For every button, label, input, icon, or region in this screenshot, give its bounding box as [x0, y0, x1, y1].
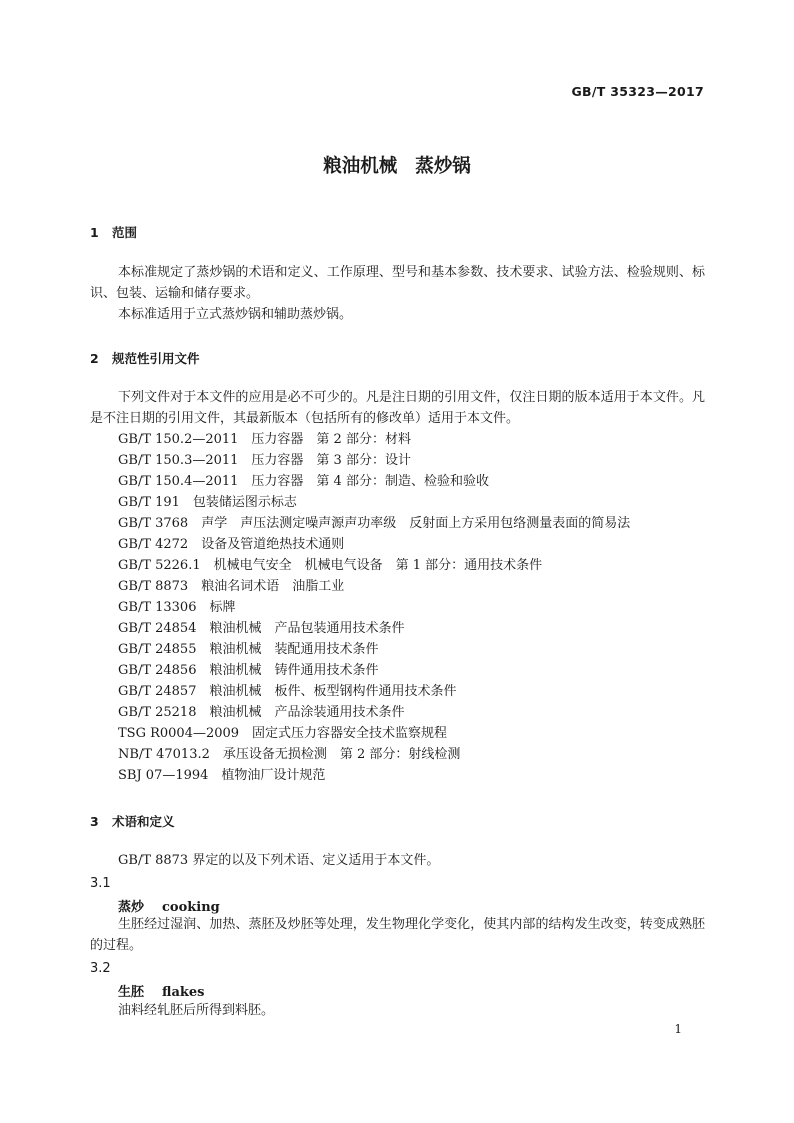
term-number: 3.1: [90, 876, 111, 891]
scope-paragraph-1: 本标准规定了蒸炒锅的术语和定义、工作原理、型号和基本参数、技术要求、试验方法、检验规则、标识、包装、运输和储存要求。: [90, 265, 705, 301]
term-zh: 蒸炒: [118, 900, 145, 915]
refs-intro: 下列文件对于本文件的应用是必不可少的。凡是注日期的引用文件，仅注日期的版本适用于本文件。凡是不注日期的引用文件，其最新版本（包括所有的修改单）适用于本文件。: [90, 390, 705, 426]
scope-paragraph-2: 本标准适用于立式蒸炒锅和辅助蒸炒锅。: [118, 307, 353, 322]
term-definition: 生胚经过湿润、加热、蒸胚及炒胚等处理，发生物理化学变化，使其内部的结构发生改变，转变成熟胚的过程。: [90, 917, 705, 953]
section-number: 1: [90, 225, 99, 240]
terms-intro: GB/T 8873 界定的以及下列术语、定义适用于本文件。: [118, 853, 440, 868]
standard-code: GB/T 35323—2017: [571, 84, 704, 99]
ref-item: GB/T 3768 声学 声压法测定噪声源声功率级 反射面上方采用包络测量表面的简易法: [118, 516, 631, 531]
title-part1: 粮油机械: [323, 156, 398, 177]
section-3-heading: [90, 812, 175, 830]
ref-item: GB/T 150.2—2011 压力容器 第 2 部分：材料: [118, 432, 411, 447]
ref-item: GB/T 4272 设备及管道绝热技术通则: [118, 537, 345, 552]
section-1-heading: [90, 223, 137, 241]
document-title: [0, 152, 794, 178]
section-title: 范围: [112, 225, 138, 240]
term-heading: [118, 896, 220, 915]
ref-item: GB/T 25218 粮油机械 产品涂装通用技术条件: [118, 705, 405, 720]
section-title: 术语和定义: [112, 814, 175, 829]
title-part2: 蒸炒锅: [415, 156, 471, 177]
section-2-heading: [90, 349, 200, 367]
ref-item: TSG R0004—2009 固定式压力容器安全技术监察规程: [118, 726, 448, 741]
page-number: 1: [674, 1022, 682, 1036]
ref-item: GB/T 24854 粮油机械 产品包装通用技术条件: [118, 621, 405, 636]
ref-item: GB/T 5226.1 机械电气安全 机械电气设备 第 1 部分：通用技术条件: [118, 558, 543, 573]
ref-item: SBJ 07—1994 植物油厂设计规范: [118, 768, 326, 783]
section-number: 3: [90, 814, 99, 829]
term-en: flakes: [162, 985, 205, 1000]
term-heading: [118, 981, 205, 1000]
term-en: cooking: [162, 900, 220, 915]
term-number: 3.2: [90, 961, 111, 976]
section-title: 规范性引用文件: [112, 351, 200, 366]
ref-item: GB/T 13306 标牌: [118, 600, 236, 615]
ref-item: NB/T 47013.2 承压设备无损检测 第 2 部分：射线检测: [118, 747, 461, 762]
ref-item: GB/T 8873 粮油名词术语 油脂工业: [118, 579, 345, 594]
ref-item: GB/T 150.4—2011 压力容器 第 4 部分：制造、检验和验收: [118, 474, 489, 489]
ref-item: GB/T 150.3—2011 压力容器 第 3 部分：设计: [118, 453, 411, 468]
section-number: 2: [90, 351, 99, 366]
ref-item: GB/T 24857 粮油机械 板件、板型钢构件通用技术条件: [118, 684, 457, 699]
ref-item: GB/T 24855 粮油机械 装配通用技术条件: [118, 642, 379, 657]
ref-item: GB/T 24856 粮油机械 铸件通用技术条件: [118, 663, 379, 678]
term-definition: 油料经轧胚后所得到料胚。: [118, 1003, 275, 1018]
term-zh: 生胚: [118, 985, 145, 1000]
ref-item: GB/T 191 包装储运图示标志: [118, 495, 297, 510]
